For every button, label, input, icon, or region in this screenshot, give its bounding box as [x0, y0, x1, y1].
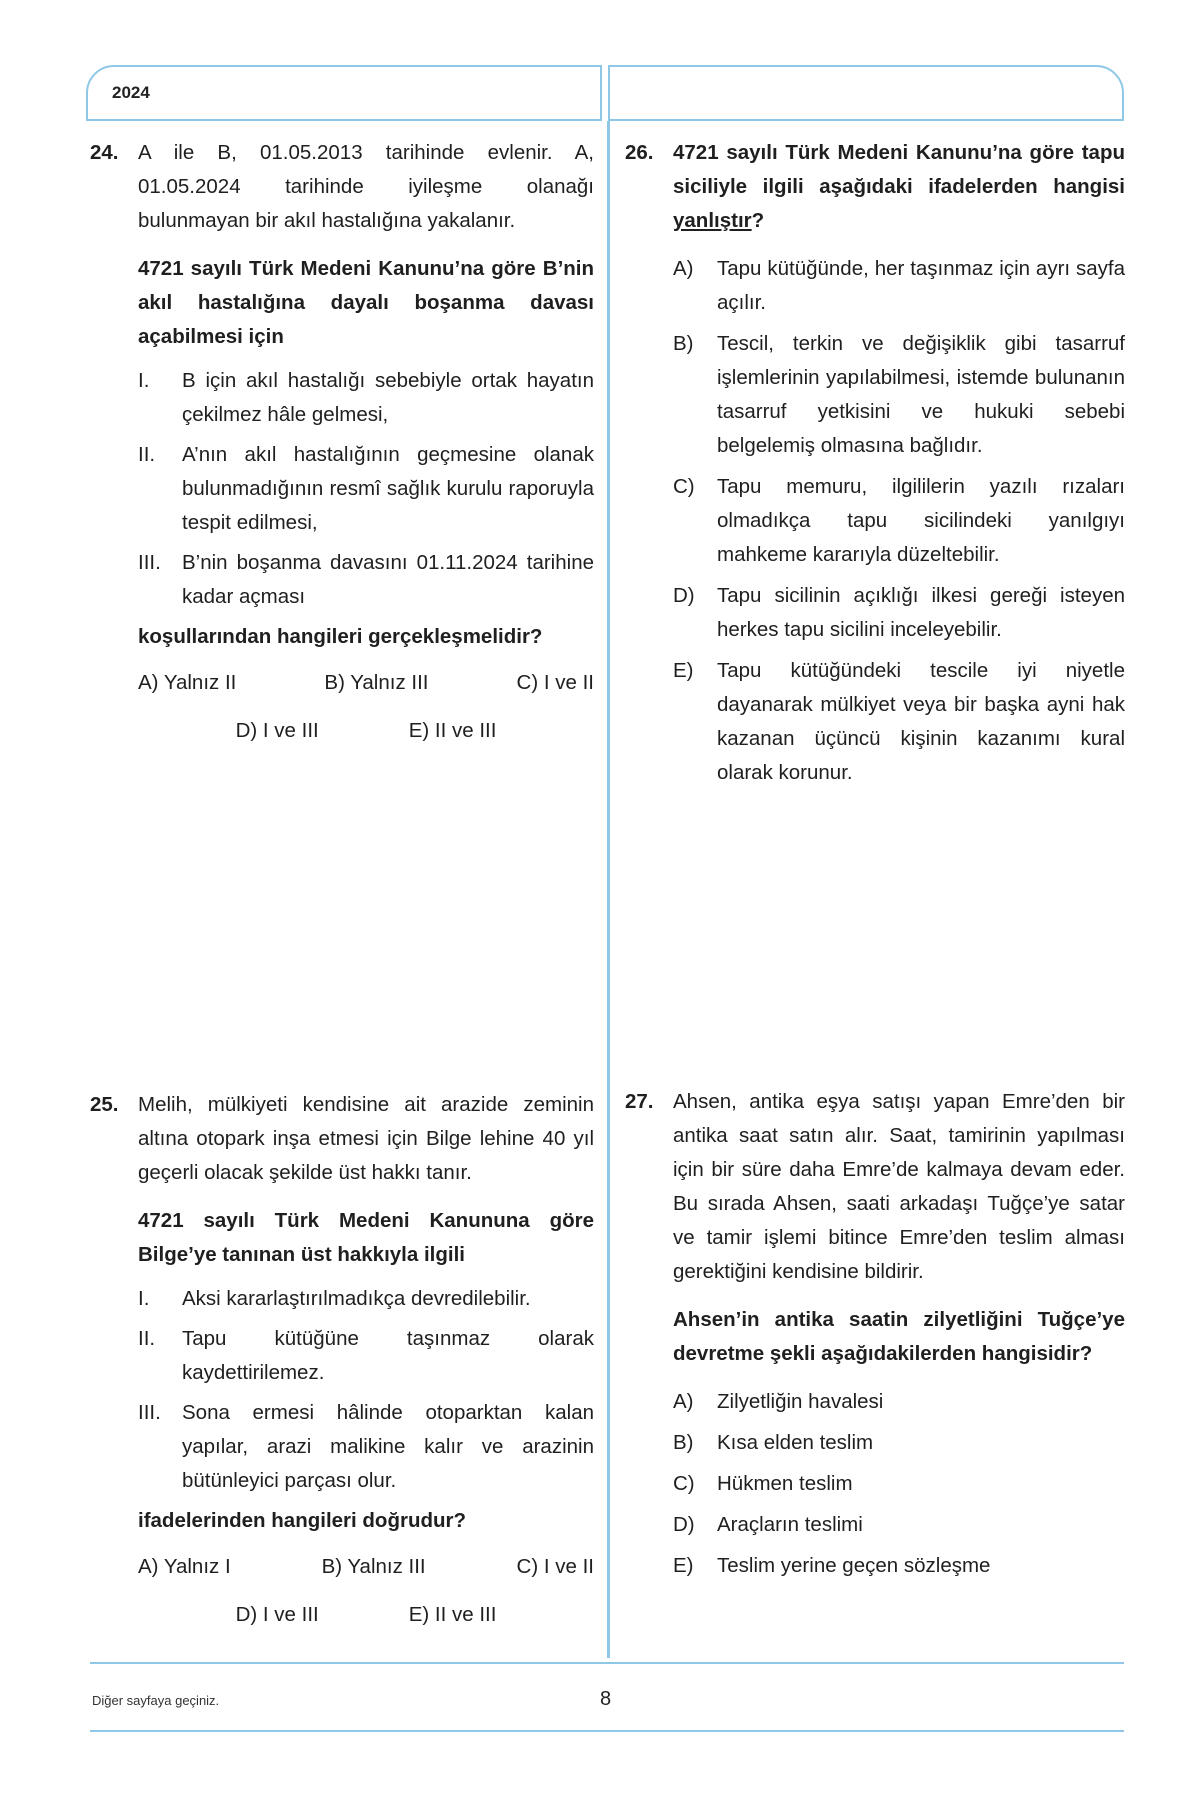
statement-item: [138, 1396, 594, 1498]
question-number: 27.: [625, 1090, 654, 1113]
statement-item: [138, 1322, 594, 1390]
answer-option-c[interactable]: C) I ve II: [516, 671, 594, 694]
statement-text: B için akıl hastalığı sebebiyle ortak hayatın çekilmez hâle gelmesi,: [182, 369, 594, 426]
statement-text: A’nın akıl hastalığının geçmesine olanak bulunmadığının resmî sağlık kurulu raporuyla tespit edilmesi,: [182, 443, 594, 534]
question-closing: ifadelerinden hangileri doğrudur?: [138, 1509, 467, 1532]
option-text: Tapu memuru, ilgililerin yazılı rızaları olmadıkça tapu sicilindeki yanılgıyı mahkeme kararıyla düzeltebilir.: [717, 475, 1125, 566]
option-label: A): [673, 1390, 694, 1413]
statement-text: Aksi kararlaştırılmadıkça devredilebilir.: [182, 1287, 531, 1310]
answer-option-b[interactable]: [673, 327, 1125, 463]
statement-item: [138, 364, 594, 432]
statement-list: [138, 364, 594, 614]
answer-option-a[interactable]: A) Yalnız II: [138, 671, 237, 694]
statement-item: [138, 438, 594, 540]
page-number: 8: [600, 1688, 612, 1710]
question-stem: 4721 sayılı Türk Medeni Kanununa göre Bilge’ye tanınan üst hakkıyla ilgili: [138, 1209, 594, 1266]
question-stem: [673, 136, 1125, 238]
option-label: B): [673, 332, 694, 355]
exam-year: 2024: [112, 83, 150, 102]
option-text: Teslim yerine geçen sözleşme: [717, 1554, 991, 1577]
answer-option-b[interactable]: [673, 1426, 1125, 1460]
answer-option-d[interactable]: [673, 1508, 1125, 1542]
answer-option-c[interactable]: [673, 470, 1125, 572]
option-text: Kısa elden teslim: [717, 1431, 874, 1454]
options-row: [138, 666, 594, 700]
header-left-box: [86, 65, 602, 121]
question-stem: 4721 sayılı Türk Medeni Kanunu’na göre B’nin akıl hastalığına dayalı boşanma davası açabilmesi için: [138, 257, 594, 348]
option-text: Hükmen teslim: [717, 1472, 853, 1495]
answer-option-e[interactable]: E) II ve III: [408, 1603, 497, 1626]
statement-text: Tapu kütüğüne taşınmaz olarak kaydettirilemez.: [182, 1327, 594, 1384]
answer-option-d[interactable]: D) I ve III: [235, 719, 319, 742]
statement-item: [138, 546, 594, 614]
option-label: B): [673, 1431, 694, 1454]
stem-emphasis: yanlıştır: [673, 209, 752, 232]
option-text: Tapu kütüğündeki tescile iyi niyetle dayanarak mülkiyet veya bir başka ayni hak kazanan üçüncü kişinin kazanımı kural olarak korunur.: [717, 659, 1125, 784]
statement-label: I.: [138, 369, 150, 392]
statement-label: II.: [138, 443, 156, 466]
header-right-box: [608, 65, 1124, 121]
answer-option-e[interactable]: [673, 654, 1125, 790]
options-row: [138, 714, 594, 748]
option-label: C): [673, 475, 695, 498]
answer-options: [673, 252, 1125, 790]
statement-label: I.: [138, 1287, 150, 1310]
question-text: Melih, mülkiyeti kendisine ait arazide zeminin altına otopark inşa etmesi için Bilge lehine 40 yıl geçerli olacak şekilde üst hakkı tanır.: [138, 1093, 594, 1184]
question-number: 25.: [90, 1093, 119, 1116]
option-label: D): [673, 584, 695, 607]
question-text: Ahsen, antika eşya satışı yapan Emre’den bir antika saat satın alır. Saat, tamirinin yapılması için bir süre daha Emre’de kalmaya devam eder. Bu sırada Ahsen, saati arkadaşı Tuğçe’ye satar ve tamir işlemi bitince Emre’den teslim alması gerektiğini kendisine bildirir.: [673, 1090, 1125, 1283]
option-text: Tapu sicilinin açıklığı ilkesi gereği isteyen herkes tapu sicilini inceleyebilir.: [717, 584, 1125, 641]
options-row: [138, 1550, 594, 1584]
statement-label: III.: [138, 551, 161, 574]
answer-option-c[interactable]: [673, 1467, 1125, 1501]
question-text: A ile B, 01.05.2013 tarihinde evlenir. A, 01.05.2024 tarihinde iyileşme olanağı bulunmayan bir akıl hastalığına yakalanır.: [138, 141, 594, 232]
statement-text: B’nin boşanma davasını 01.11.2024 tarihine kadar açması: [182, 551, 594, 608]
option-label: C): [673, 1472, 695, 1495]
option-label: E): [673, 659, 694, 682]
question-24: [90, 136, 594, 748]
option-label: E): [673, 1554, 694, 1577]
question-number: 24.: [90, 141, 119, 164]
answer-option-d[interactable]: D) I ve III: [235, 1603, 319, 1626]
answer-options: [673, 1385, 1125, 1583]
answer-option-e[interactable]: E) II ve III: [408, 719, 497, 742]
option-text: Tescil, terkin ve değişiklik gibi tasarruf işlemlerinin yapılabilmesi, istemde bulunanın tasarruf yetkisini ve hukuki sebebi belgelemiş olmasına bağlıdır.: [717, 332, 1125, 457]
option-text: Zilyetliğin havalesi: [717, 1390, 884, 1413]
answer-option-a[interactable]: [673, 1385, 1125, 1419]
answer-option-b[interactable]: B) Yalnız III: [321, 1555, 426, 1578]
answer-option-b[interactable]: B) Yalnız III: [324, 671, 429, 694]
question-27: [625, 1085, 1125, 1590]
answer-option-c[interactable]: C) I ve II: [516, 1555, 594, 1578]
answer-option-e[interactable]: [673, 1549, 1125, 1583]
statement-item: [138, 1282, 594, 1316]
statement-label: II.: [138, 1327, 156, 1350]
question-number: 26.: [625, 141, 654, 164]
option-text: Tapu kütüğünde, her taşınmaz için ayrı sayfa açılır.: [717, 257, 1125, 314]
options-row: [138, 1598, 594, 1632]
footer-bottom-rule: [90, 1730, 1124, 1732]
column-divider: [607, 121, 610, 1658]
footer-note: Diğer sayfaya geçiniz.: [92, 1693, 220, 1708]
statement-list: [138, 1282, 594, 1498]
question-closing: koşullarından hangileri gerçekleşmelidir?: [138, 625, 543, 648]
statement-label: III.: [138, 1401, 161, 1424]
question-stem: Ahsen’in antika saatin zilyetliğini Tuğçe’ye devretme şekli aşağıdakilerden hangisidir?: [673, 1308, 1125, 1365]
question-26: [625, 136, 1125, 797]
option-label: D): [673, 1513, 695, 1536]
stem-suffix: ?: [751, 209, 765, 232]
footer-top-rule: [90, 1662, 1124, 1664]
statement-text: Sona ermesi hâlinde otoparktan kalan yapılar, arazi malikine kalır ve arazinin bütünleyici parçası olur.: [182, 1401, 594, 1492]
answer-option-d[interactable]: [673, 579, 1125, 647]
stem-prefix: 4721 sayılı Türk Medeni Kanunu’na göre tapu siciliyle ilgili aşağıdaki ifadelerden hangisi: [673, 141, 1125, 198]
answer-option-a[interactable]: A) Yalnız I: [138, 1555, 231, 1578]
question-25: [90, 1088, 594, 1632]
answer-option-a[interactable]: [673, 252, 1125, 320]
option-label: A): [673, 257, 694, 280]
option-text: Araçların teslimi: [717, 1513, 863, 1536]
